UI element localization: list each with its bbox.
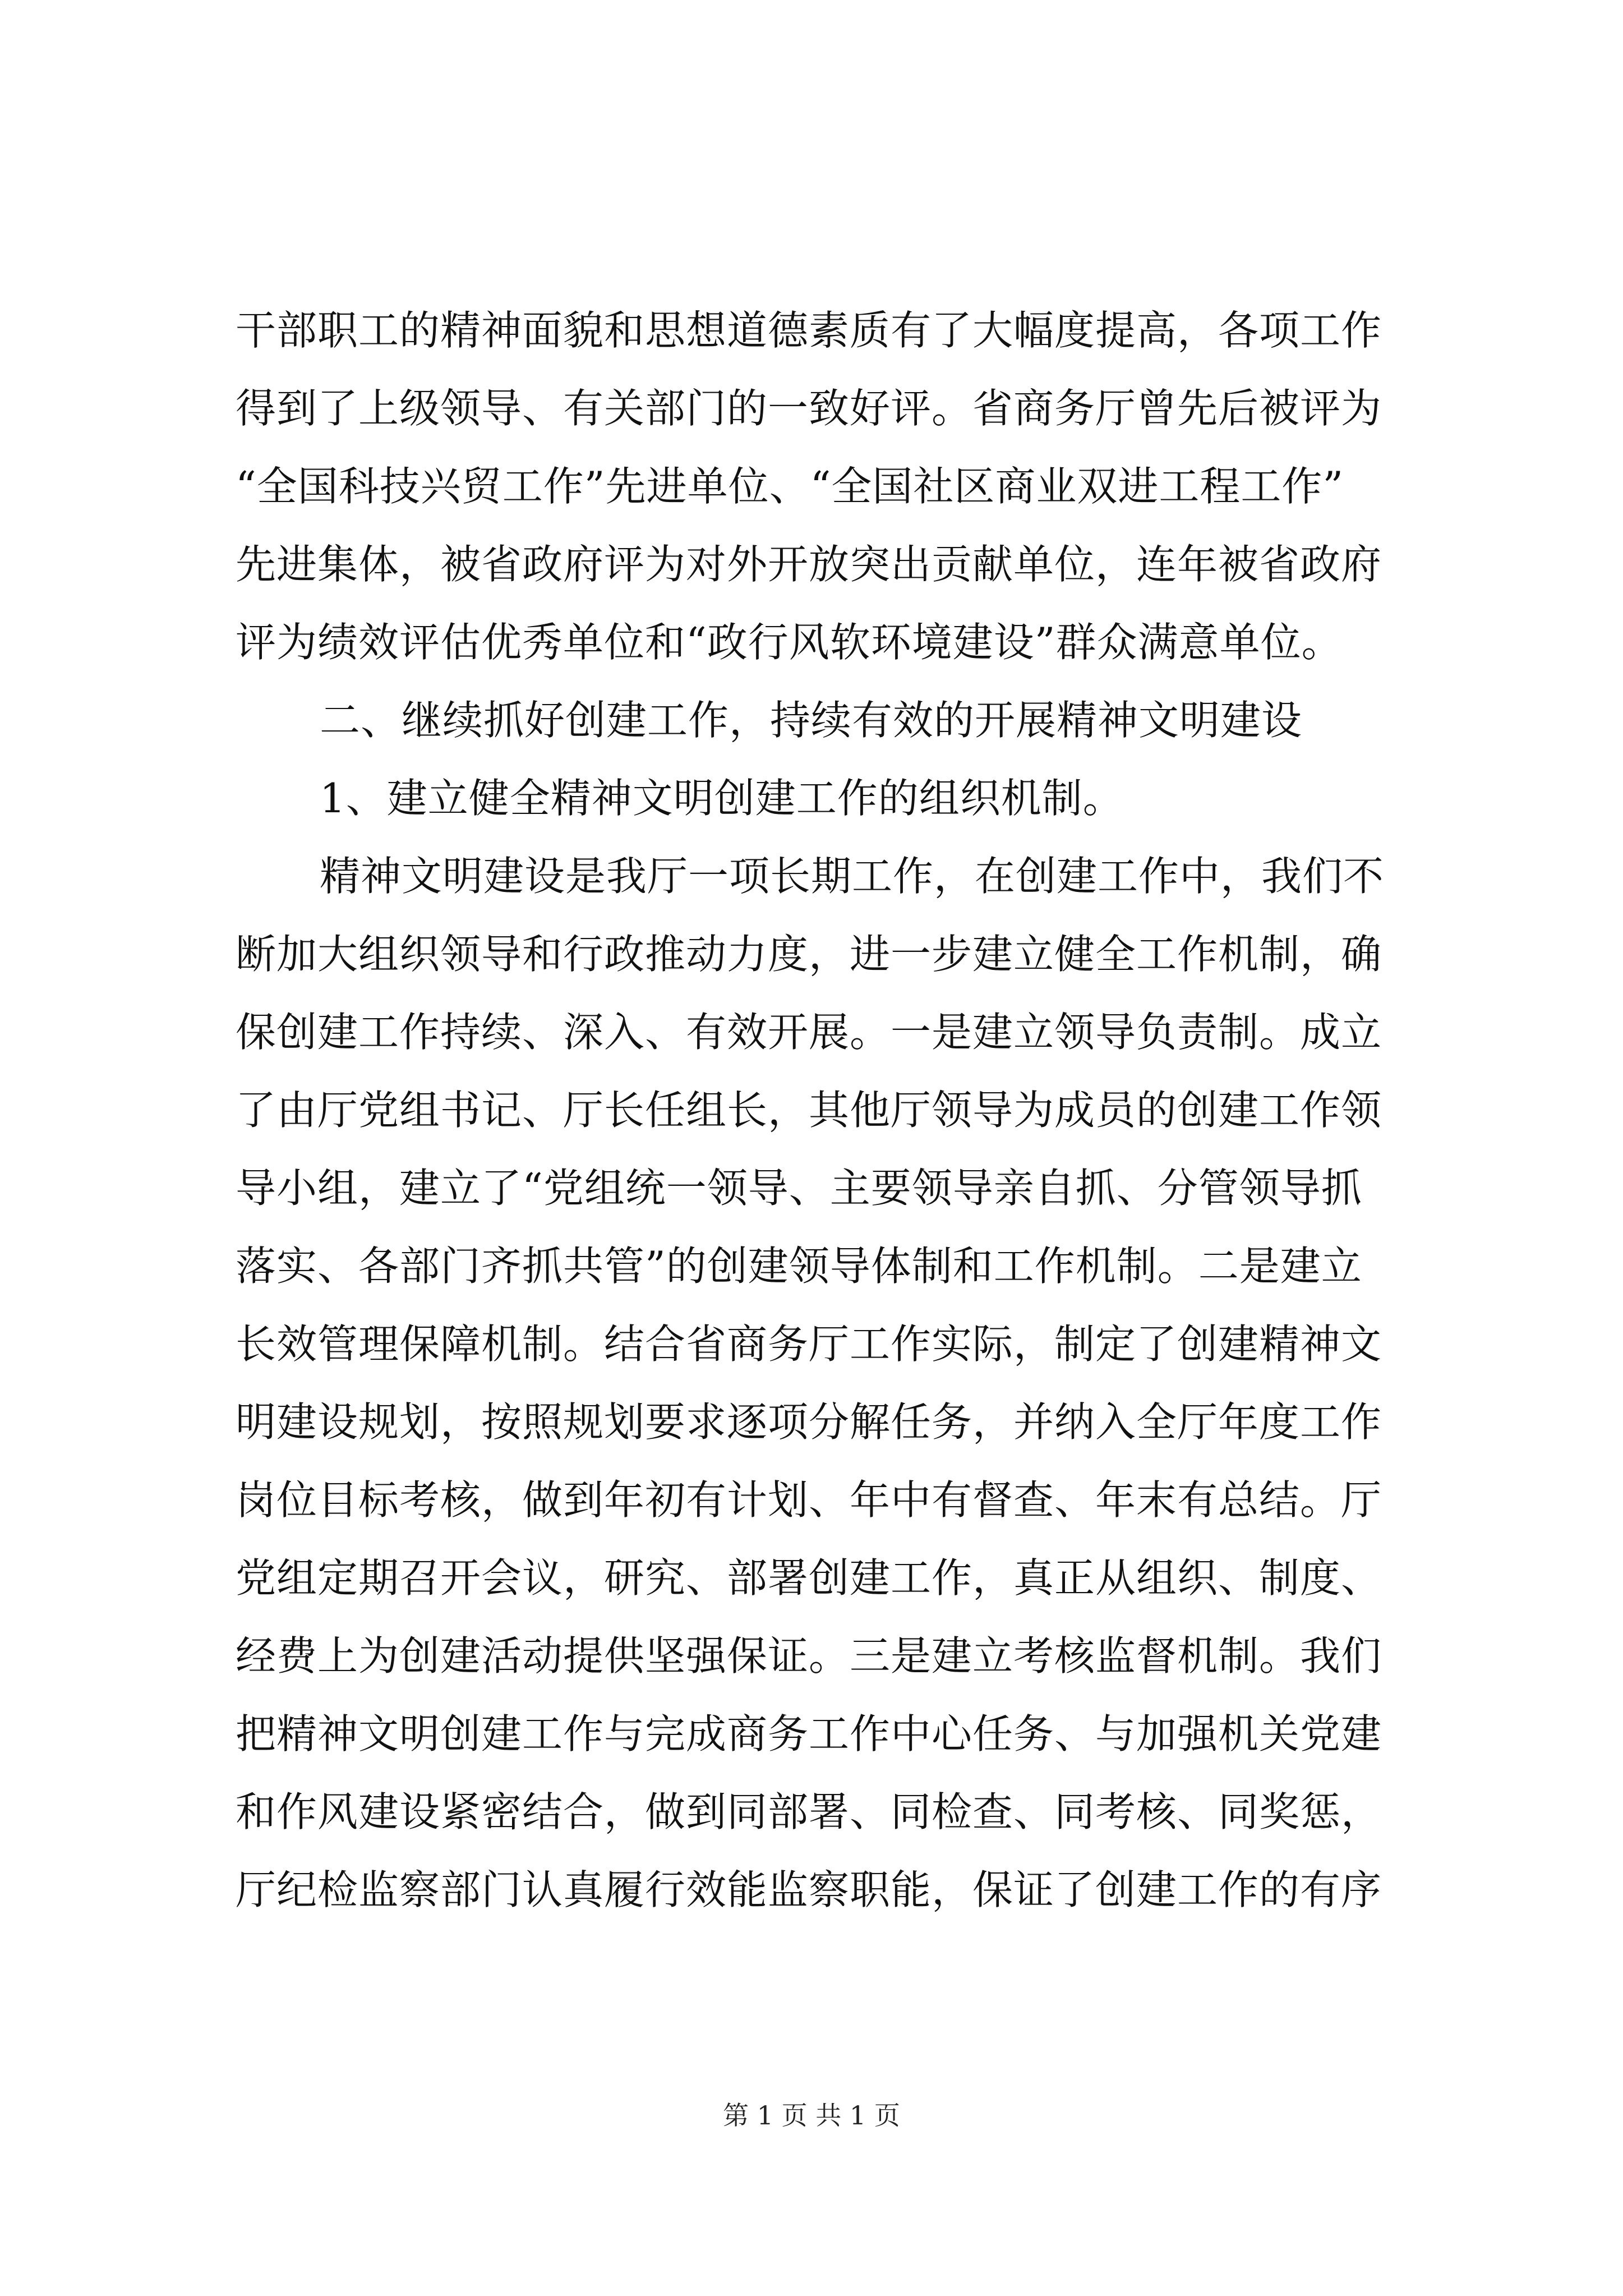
text-line: “全国科技兴贸工作”先进单位、“全国社区商业双进工程工作” (236, 463, 1344, 510)
page-number-label: 第 1 页 共 1 页 (723, 2100, 900, 2131)
section-heading: 二、继续抓好创建工作，持续有效的开展精神文明建设 (320, 697, 1303, 744)
text-line: 经费上为创建活动提供坚强保证。三是建立考核监督机制。我们 (236, 1632, 1382, 1680)
text-line: 干部职工的精神面貌和思想道德素质有了大幅度提高，各项工作 (236, 307, 1382, 354)
page-footer (0, 2095, 1623, 2132)
text-line: 评为绩效评估优秀单位和“政行风软环境建设”群众满意单位。 (236, 619, 1343, 666)
subsection-heading: 1、建立健全精神文明创建工作的组织机制。 (320, 775, 1124, 822)
text-line: 岗位目标考核，做到年初有计划、年中有督查、年末有总结。厅 (236, 1476, 1382, 1524)
text-line: 先进集体，被省政府评为对外开放突出贡献单位，连年被省政府 (236, 541, 1382, 588)
text-line: 厅纪检监察部门认真履行效能监察职能，保证了创建工作的有序 (236, 1866, 1382, 1913)
text-line: 保创建工作持续、深入、有效开展。一是建立领导负责制。成立 (236, 1009, 1382, 1056)
text-line: 长效管理保障机制。结合省商务厅工作实际，制定了创建精神文 (236, 1320, 1382, 1368)
text-line: 党组定期召开会议，研究、部署创建工作，真正从组织、制度、 (236, 1554, 1382, 1602)
text-line: 了由厅党组书记、厅长任组长，其他厅领导为成员的创建工作领 (236, 1087, 1382, 1134)
text-line: 明建设规划，按照规划要求逐项分解任务，并纳入全厅年度工作 (236, 1398, 1382, 1446)
text-line: 落实、各部门齐抓共管”的创建领导体制和工作机制。二是建立 (236, 1243, 1362, 1290)
paragraph-first-line: 精神文明建设是我厅一项长期工作，在创建工作中，我们不 (320, 853, 1385, 900)
text-line: 断加大组织领导和行政推动力度，进一步建立健全工作机制，确 (236, 931, 1382, 978)
document-body (236, 292, 1430, 1929)
text-line: 得到了上级领导、有关部门的一致好评。省商务厅曾先后被评为 (236, 385, 1382, 432)
text-line: 把精神文明创建工作与完成商务工作中心任务、与加强机关党建 (236, 1710, 1382, 1757)
text-line: 和作风建设紧密结合，做到同部署、同检查、同考核、同奖惩， (236, 1788, 1382, 1835)
text-line: 导小组，建立了“党组统一领导、主要领导亲自抓、分管领导抓 (236, 1165, 1362, 1212)
